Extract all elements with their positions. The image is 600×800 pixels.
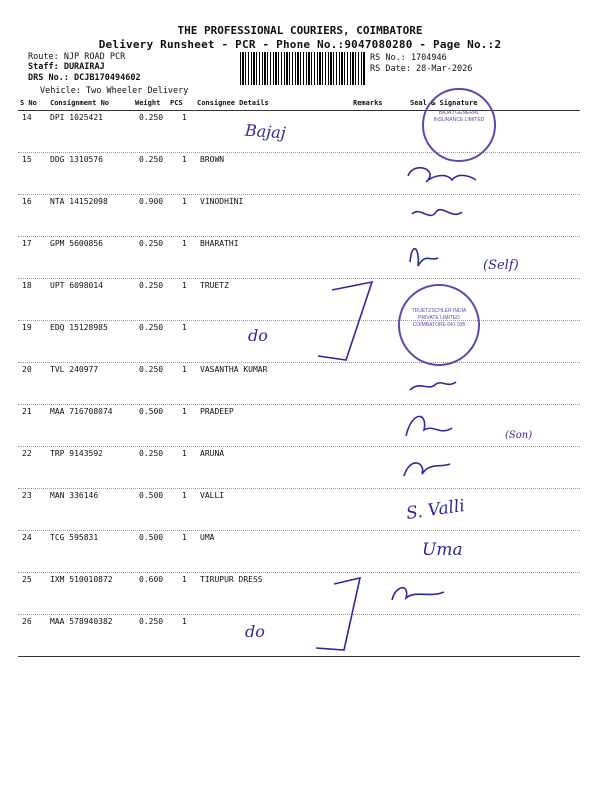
- staff-label: Staff: DURAIRAJ: [28, 62, 105, 72]
- runsheet-title: Delivery Runsheet - PCR - Phone No.:9047080280 - Page No.:2: [98, 38, 502, 51]
- signature-pradeep: [406, 416, 452, 436]
- row-weight: 0.250: [139, 155, 164, 164]
- row-weight: 0.500: [139, 407, 164, 416]
- signature-vinodhini: [412, 210, 462, 216]
- company-title: THE PROFESSIONAL COURIERS, COIMBATORE: [177, 24, 423, 37]
- row-weight: 0.250: [139, 239, 164, 248]
- row-consignee: PRADEEP: [200, 407, 234, 416]
- row-sno: 25: [22, 575, 32, 584]
- col-pcs: PCS: [170, 99, 183, 107]
- col-remarks: Remarks: [353, 99, 383, 107]
- row-consignee: VALLI: [200, 491, 225, 500]
- row-consignment: NTA 14152098: [50, 197, 108, 206]
- row-consignee: VINODHINI: [200, 197, 244, 206]
- row-consignment: MAN 336146: [50, 491, 99, 500]
- row-sno: 26: [22, 617, 32, 626]
- row-consignment: UPT 6098014: [50, 281, 103, 290]
- row-consignment: TCG 595831: [50, 533, 99, 542]
- row-consignee: BROWN: [200, 155, 225, 164]
- row-consignee: TIRUPUR DRESS: [200, 575, 263, 584]
- row-sno: 22: [22, 449, 32, 458]
- row-consignee: TRUETZ: [200, 281, 229, 290]
- signature-tirupur: [392, 588, 444, 600]
- row-sno: 15: [22, 155, 32, 164]
- row-weight: 0.250: [139, 617, 164, 626]
- truetz-stamp: [398, 284, 480, 366]
- row-consignment: MAA 716708074: [50, 407, 113, 416]
- signature-bharathi: [410, 249, 438, 266]
- row-sno: 24: [22, 533, 32, 542]
- col-weight: Weight: [135, 99, 161, 107]
- handwritten-son: (Son): [505, 430, 533, 441]
- bajaj-stamp: [422, 88, 496, 162]
- vehicle-label: Vehicle: Two Wheeler Delivery: [40, 86, 189, 96]
- row-consignment: DDG 1310576: [50, 155, 103, 164]
- drs-label: DRS No.: DCJB170494602: [28, 73, 141, 83]
- row-weight: 0.600: [139, 575, 164, 584]
- route-label: Route: NJP ROAD PCR: [28, 52, 126, 62]
- row-pcs: 1: [182, 449, 187, 458]
- handwritten-self: (Self): [483, 258, 519, 273]
- row-pcs: 1: [182, 239, 187, 248]
- row-weight: 0.900: [139, 197, 164, 206]
- signature-valli: S. Valli: [404, 495, 467, 525]
- row-pcs: 1: [182, 491, 187, 500]
- row-weight: 0.500: [139, 533, 164, 542]
- handwritten-do-2: do: [245, 622, 265, 641]
- row-sno: 23: [22, 491, 32, 500]
- row-weight: 0.250: [139, 449, 164, 458]
- row-pcs: 1: [182, 533, 187, 542]
- row-pcs: 1: [182, 407, 187, 416]
- tick-mark-2: [316, 578, 360, 650]
- row-pcs: 1: [182, 575, 187, 584]
- row-consignment: EDQ 15128985: [50, 323, 108, 332]
- row-weight: 0.500: [139, 491, 164, 500]
- row-consignee: UMA: [200, 533, 215, 542]
- row-pcs: 1: [182, 155, 187, 164]
- row-weight: 0.250: [139, 281, 164, 290]
- row-sno: 17: [22, 239, 32, 248]
- row-weight: 0.250: [139, 113, 164, 122]
- row-sno: 21: [22, 407, 32, 416]
- col-sno: S No: [20, 99, 37, 107]
- row-consignee: ARUNA: [200, 449, 225, 458]
- row-sno: 19: [22, 323, 32, 332]
- row-pcs: 1: [182, 365, 187, 374]
- row-pcs: 1: [182, 113, 187, 122]
- row-consignment: TRP 9143592: [50, 449, 103, 458]
- row-consignment: MAA 578940382: [50, 617, 113, 626]
- row-sno: 18: [22, 281, 32, 290]
- row-sno: 20: [22, 365, 32, 374]
- truetz-stamp-text: TRUETZSCHLER INDIA PRIVATE LIMITED COIMBATORE 641 035: [411, 308, 467, 328]
- signature-brown: [408, 168, 476, 182]
- row-consignment: IXM 510010872: [50, 575, 113, 584]
- row-sno: 14: [22, 113, 32, 122]
- rs-date: RS Date: 28-Mar-2026: [370, 64, 473, 74]
- row-pcs: 1: [182, 617, 187, 626]
- col-seal: Seal & Signature: [410, 99, 478, 107]
- row-pcs: 1: [182, 323, 187, 332]
- signature-aruna: [404, 463, 450, 476]
- row-consignment: TVL 240977: [50, 365, 99, 374]
- row-consignment: DPI 1025421: [50, 113, 103, 122]
- row-consignee: VASANTHA KUMAR: [200, 365, 268, 374]
- row-consignee: BHARATHI: [200, 239, 239, 248]
- col-consignment: Consignment No: [50, 99, 110, 107]
- bajaj-stamp-text: BAJAJ GENERAL INSURANCE LIMITED: [433, 110, 485, 123]
- row-weight: 0.250: [139, 365, 164, 374]
- row-weight: 0.250: [139, 323, 164, 332]
- col-consignee: Consignee Details: [197, 99, 269, 107]
- row-pcs: 1: [182, 281, 187, 290]
- signature-uma: Uma: [422, 540, 463, 560]
- row-sno: 16: [22, 197, 32, 206]
- row-consignment: GPM 5600856: [50, 239, 103, 248]
- tick-mark-1: [318, 282, 372, 360]
- rs-number: RS No.: 1704946: [370, 53, 447, 63]
- handwritten-do-1: do: [248, 326, 268, 345]
- signature-vasantha: [410, 382, 456, 390]
- handwritten-bajaj: Bajaj: [244, 120, 287, 143]
- row-pcs: 1: [182, 197, 187, 206]
